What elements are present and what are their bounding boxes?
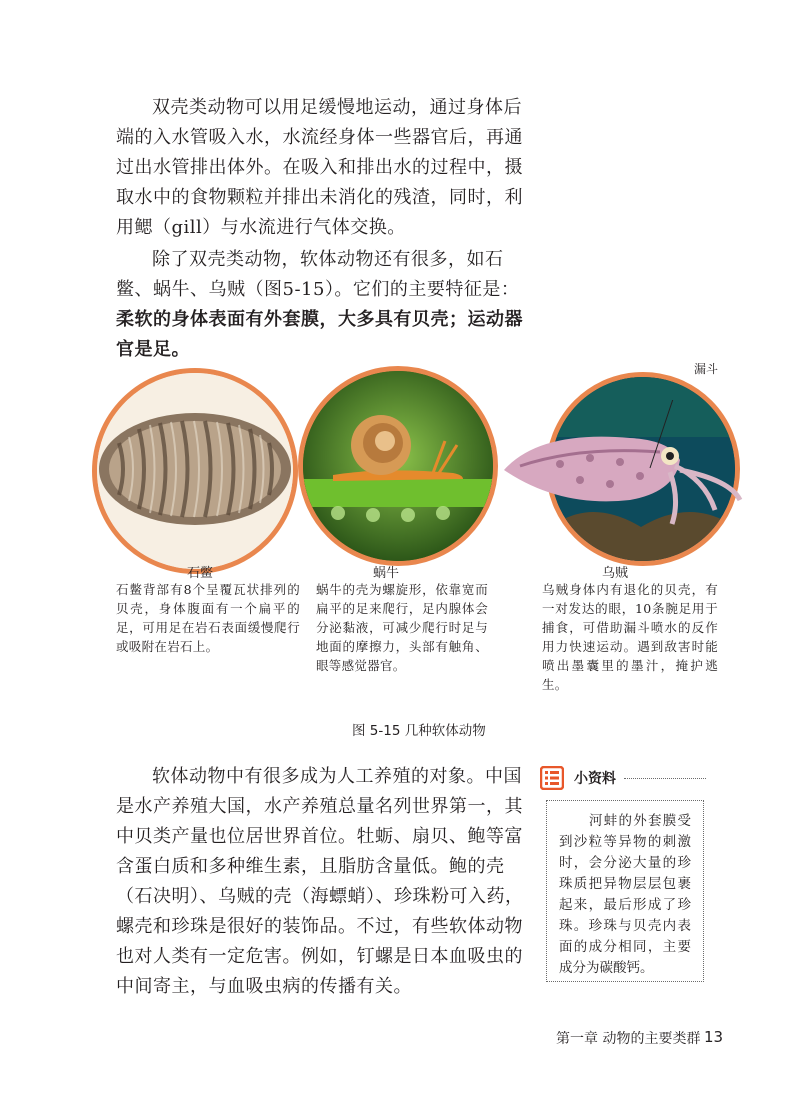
footer-chapter: 第一章 动物的主要类群 xyxy=(556,1031,701,1047)
paragraph-bivalve-movement: 双壳类动物可以用足缓慢地运动，通过身体后端的入水管吸入水，水流经身体一些器官后，再通过出水管排出体外。在吸入和排出水的过程中，摄取水中的食物颗粒并排出未消化的残渣，同时，利用鳃（gill）与水流进行气体交换。 xyxy=(116,97,523,238)
snail-photo xyxy=(298,366,498,566)
paragraph-aquaculture: 软体动物中有很多成为人工养殖的对象。中国是水产养殖大国，水产养殖总量名列世界第一，其中贝类产量也位居世界首位。牡蛎、扇贝、鲍等富含蛋白质和多种维生素，且脂肪含量低。鲍的壳（石决明）、乌贼的壳（海螵蛸）、珍珠粉可入药，螺壳和珍珠是很好的装饰品。不过，有些软体动物也对人类有一定危害。例如，钉螺是日本血吸虫的中间寄主，与血吸虫病的传播有关。 xyxy=(116,766,524,997)
snail-description: 蜗牛的壳为螺旋形，依靠宽而扁平的足来爬行，足内腺体会分泌黏液，可减少爬行时足与地面的摩擦力，头部有触角、眼等感觉器官。 xyxy=(316,582,488,673)
funnel-label: 漏斗 xyxy=(694,362,719,376)
snail-illustration xyxy=(303,371,493,561)
page-number: 13 xyxy=(704,1028,724,1046)
paragraph-mollusc-features-text: 除了双壳类动物，软体动物还有很多，如石鳖、蜗牛、乌贼（图5-15）。它们的主要特征是： xyxy=(116,249,520,300)
paragraph-mollusc-features xyxy=(116,245,526,365)
chiton-title: 石鳖 xyxy=(186,566,213,581)
info-icon xyxy=(540,766,564,790)
sidebar-title-rule xyxy=(624,778,706,779)
chiton-illustration xyxy=(97,373,293,569)
figure-caption: 图 5-15 几种软体动物 xyxy=(352,723,486,739)
chiton-description: 石鳖背部有8个呈覆瓦状排列的贝壳，身体腹面有一个扁平的足，可用足在岩石表面缓慢爬行或吸附在岩石上。 xyxy=(116,582,300,654)
mollusc-key-features: 柔软的身体表面有外套膜，大多具有贝壳；运动器官是足。 xyxy=(116,309,523,360)
sidebar-title: 小资料 xyxy=(574,771,616,787)
sidebar-box: 河蚌的外套膜受到沙粒等异物的刺激时，会分泌大量的珍珠质把异物层层包裹起来，最后形成了珍珠。珍珠与贝壳内表面的成分相同，主要成分为碳酸钙。 xyxy=(546,800,704,982)
cuttlefish-description: 乌贼身体内有退化的贝壳，有一对发达的眼，10条腕足用于捕食，可借助漏斗喷水的反作用力快速运动。遇到敌害时能喷出墨囊里的墨汁，掩护逃生。 xyxy=(542,582,718,692)
chiton-photo xyxy=(92,368,298,574)
cuttlefish-body xyxy=(500,400,750,530)
cuttlefish-title: 乌贼 xyxy=(601,566,628,581)
snail-title: 蜗牛 xyxy=(372,566,399,581)
